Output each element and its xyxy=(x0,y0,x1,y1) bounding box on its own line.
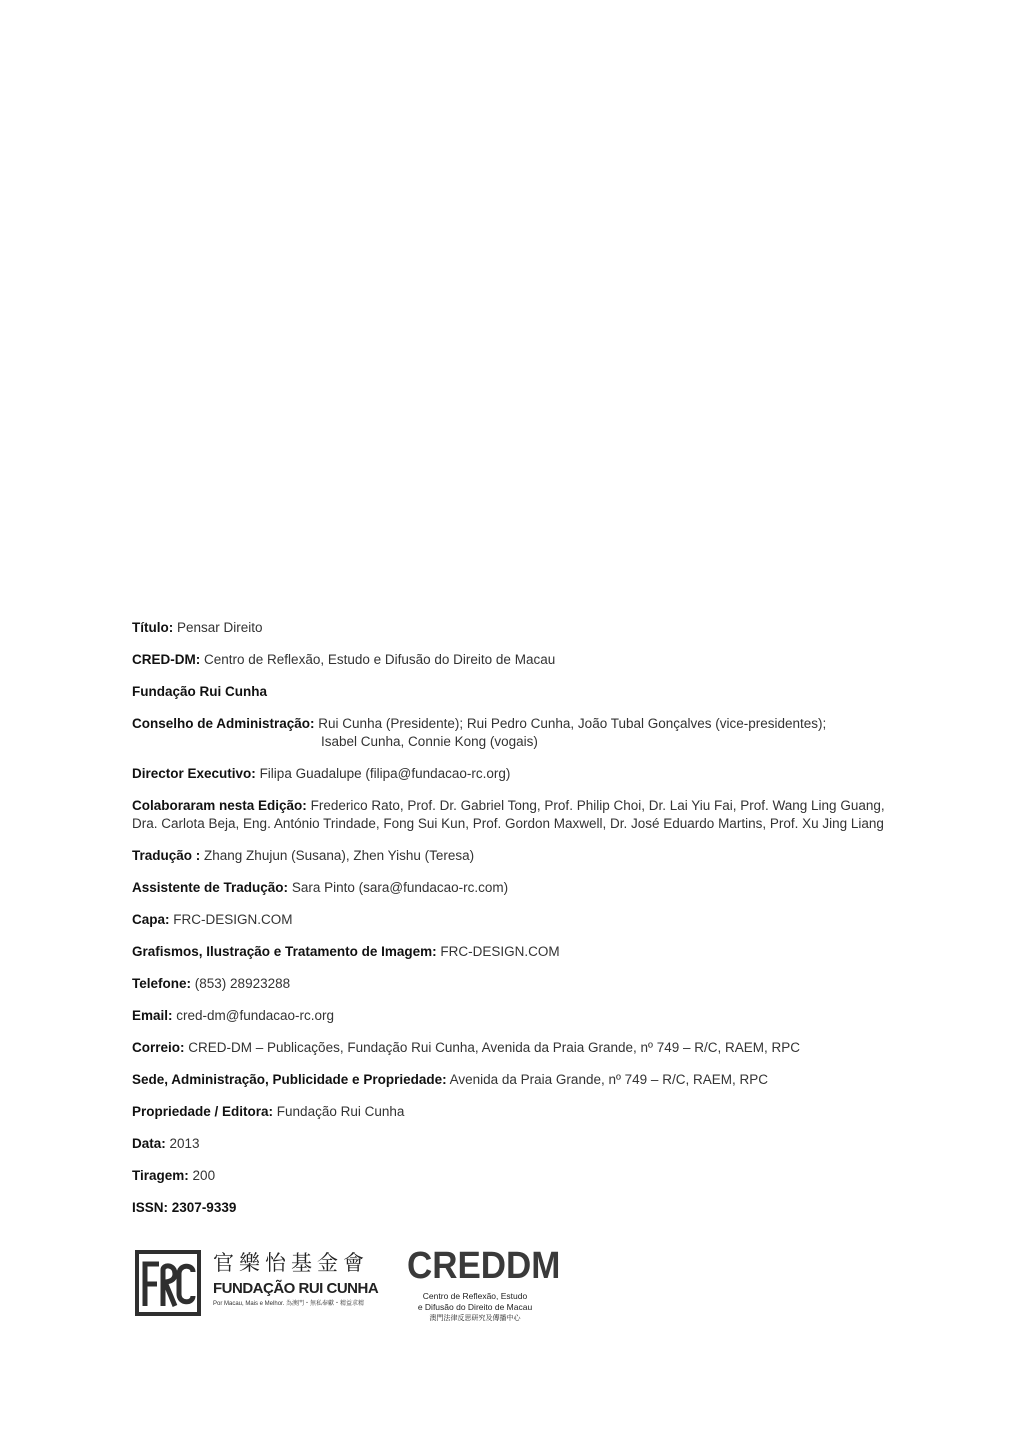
frc-chinese-name: 官樂怡基金會 xyxy=(213,1251,369,1275)
traducao-value: Zhang Zhujun (Susana), Zhen Yishu (Teresa) xyxy=(204,848,475,863)
correio-label: Correio: xyxy=(132,1040,185,1055)
conselho-row xyxy=(132,715,922,751)
title-value: Pensar Direito xyxy=(177,620,263,635)
frc-name: FUNDAÇÃO RUI CUNHA xyxy=(213,1280,379,1297)
email-label: Email: xyxy=(132,1008,173,1023)
assistente-value: Sara Pinto (sara@fundacao-rc.com) xyxy=(291,880,509,895)
conselho-line2: Isabel Cunha, Connie Kong (vogais) xyxy=(321,734,538,749)
grafismos-row xyxy=(132,943,922,961)
cred-row xyxy=(132,651,922,669)
capa-row xyxy=(132,911,922,929)
telefone-value: (853) 28923288 xyxy=(194,976,291,991)
grafismos-value: FRC-DESIGN.COM xyxy=(440,944,560,959)
director-row xyxy=(132,765,922,783)
cred-value: Centro de Reflexão, Estudo e Difusão do Direito de Macau xyxy=(204,652,556,667)
title-label: Título: xyxy=(132,620,174,635)
frc-tagline: Por Macau, Mais e Melhor. 為澳門・無私奉獻・精益求精 xyxy=(213,1301,365,1307)
cred-subtitle-line2: e Difusão do Direito de Macau xyxy=(417,1302,533,1312)
tiragem-row xyxy=(132,1167,922,1185)
colaboraram-line1: Frederico Rato, Prof. Dr. Gabriel Tong, Prof. Philip Choi, Dr. Lai Yiu Fai, Prof. Wang Ling Guang, xyxy=(310,798,885,813)
colaboraram-line2: Dra. Carlota Beja, Eng. António Trindade, Fong Sui Kun, Prof. Gordon Maxwell, Dr. José Eduardo Martins, Prof. Xu Jing Liang xyxy=(132,816,884,831)
telefone-label: Telefone: xyxy=(132,976,192,991)
data-label: Data: xyxy=(132,1136,166,1151)
fundacao-label: Fundação Rui Cunha xyxy=(132,684,267,699)
title-row xyxy=(132,619,922,637)
frc-logo-mark-icon xyxy=(135,1250,201,1316)
email-row xyxy=(132,1007,922,1025)
data-row xyxy=(132,1135,922,1153)
logos xyxy=(135,1245,561,1326)
sede-label: Sede, Administração, Publicidade e Propriedade: xyxy=(132,1072,447,1087)
grafismos-label: Grafismos, Ilustração e Tratamento de Imagem: xyxy=(132,944,437,959)
conselho-label: Conselho de Administração: xyxy=(132,716,315,731)
capa-value: FRC-DESIGN.COM xyxy=(173,912,293,927)
traducao-row xyxy=(132,847,922,865)
telefone-row xyxy=(132,975,922,993)
propriedade-value: Fundação Rui Cunha xyxy=(276,1104,405,1119)
propriedade-row xyxy=(132,1103,922,1121)
cred-subtitle-line1: Centro de Reflexão, Estudo xyxy=(422,1291,528,1301)
cred-wordmark: CREDDM xyxy=(407,1245,561,1287)
sede-value: Avenida da Praia Grande, nº 749 – R/C, RAEM, RPC xyxy=(449,1072,768,1087)
cred-label: CRED-DM: xyxy=(132,652,201,667)
assistente-row xyxy=(132,879,922,897)
sede-row xyxy=(132,1071,922,1089)
colaboraram-label: Colaboraram nesta Edição: xyxy=(132,798,307,813)
capa-label: Capa: xyxy=(132,912,170,927)
director-value: Filipa Guadalupe (filipa@fundacao-rc.org) xyxy=(259,766,511,781)
cred-chinese-name: 澳門法律反思研究及傳播中心 xyxy=(429,1314,521,1322)
data-value: 2013 xyxy=(169,1136,200,1151)
tiragem-value: 200 xyxy=(192,1168,216,1183)
propriedade-label: Propriedade / Editora: xyxy=(132,1104,274,1119)
colaboraram-row xyxy=(132,797,922,833)
correio-value: CRED-DM – Publicações, Fundação Rui Cunha, Avenida da Praia Grande, nº 749 – R/C, RAEM, RPC xyxy=(188,1040,801,1055)
issn-row xyxy=(132,1199,922,1217)
correio-row xyxy=(132,1039,922,1057)
frc-wordmark xyxy=(213,1250,383,1309)
tiragem-label: Tiragem: xyxy=(132,1168,189,1183)
conselho-line1: Rui Cunha (Presidente); Rui Pedro Cunha, João Tubal Gonçalves (vice-presidentes); xyxy=(318,716,827,731)
colophon xyxy=(132,619,922,1231)
traducao-label: Tradução : xyxy=(132,848,201,863)
assistente-label: Assistente de Tradução: xyxy=(132,880,289,895)
issn-value: 2307-9339 xyxy=(171,1200,237,1215)
issn-label: ISSN: xyxy=(132,1200,169,1215)
director-label: Director Executivo: xyxy=(132,766,256,781)
email-value: cred-dm@fundacao-rc.org xyxy=(176,1008,335,1023)
fundacao-row xyxy=(132,683,922,701)
cred-dm-logo xyxy=(405,1245,561,1323)
